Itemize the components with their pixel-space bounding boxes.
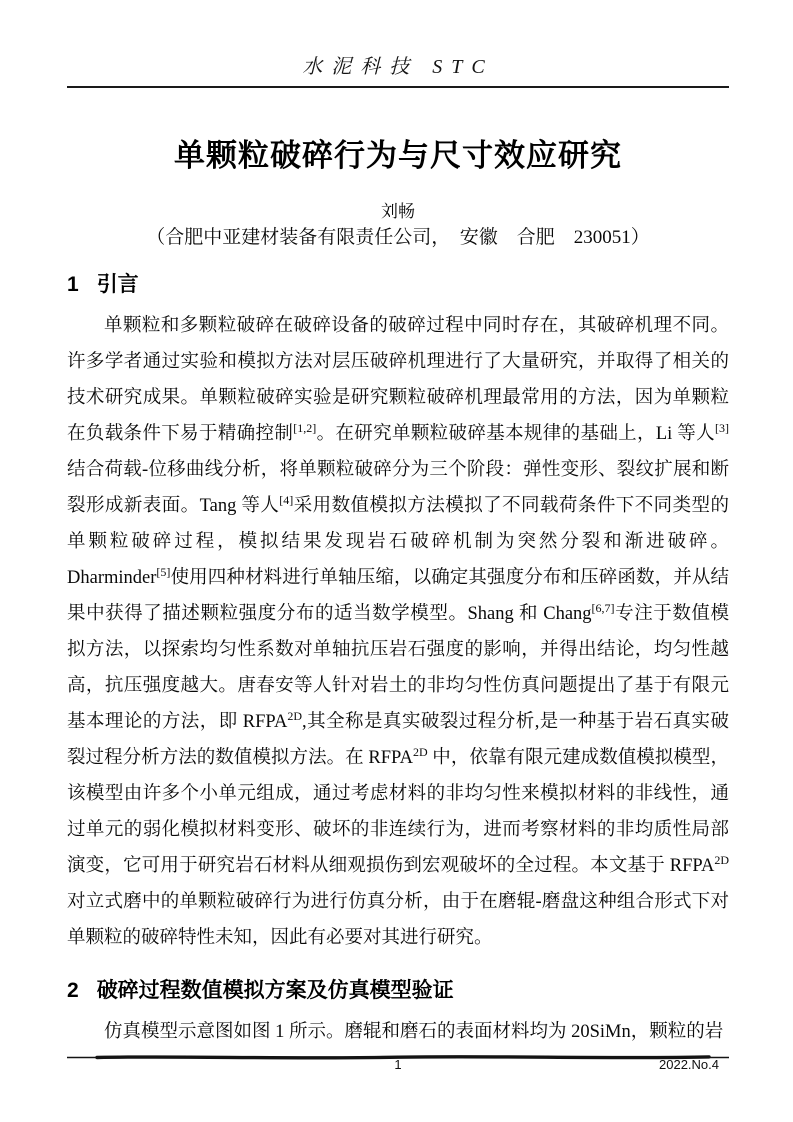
paragraph-text: 使用四种材料进行单轴压缩，以确定其强度分布和压碎函数，并从结果中获得了描述颗粒强度分布的适当数学模型。Shang 和 Chang [67,568,729,624]
citation-superscript: 2D [714,852,729,867]
section-title: 引言 [96,273,139,296]
citation-superscript: 2D [412,744,428,759]
footer-rule [67,1048,729,1056]
issue-label: 2022.No.4 [659,1057,719,1072]
affiliation: （合肥中亚建材装备有限责任公司， 安徽 合肥 230051） [146,227,650,248]
section-number: 1 [67,273,79,296]
section-heading [67,272,729,298]
header-rule [67,86,729,88]
section-title: 破碎过程数值模拟方案及仿真模型验证 [96,979,454,1002]
paragraph-text: 。在研究单颗粒破碎基本规律的基础上，Li 等人 [316,424,715,444]
paper-title: 单颗粒破碎行为与尺寸效应研究 [174,138,622,173]
paragraph-text: 采用数值模拟方法模拟了不同载荷条件下不同类型的单颗粒破碎过程，模拟结果发现岩石破碎机制为突然分裂和渐进破碎。Dharminder [67,496,729,588]
journal-header: 水泥科技 STC [302,56,494,78]
paragraph-text: 单颗粒和多颗粒破碎在破碎设备的破碎过程中同时存在，其破碎机理不同。许多学者通过实验和模拟方法对层压破碎机理进行了大量研究，并取得了相关的技术研究成果。单颗粒破碎实验是研究颗粒破碎机理最常用的方法，因为单颗粒在负载条件下易于精确控制 [67,316,729,444]
citation-superscript: [4] [279,492,294,507]
section-number: 2 [67,979,79,1002]
paragraph-text: ,其全称是真实破裂过程分析,是一种基于岩石真实破裂过程分析方法的数值模拟方法。在 RFPA [67,712,729,768]
paragraph-text: 中，依靠有限元建成数值模拟模型，该模型由许多个小单元组成，通过考虑材料的非均匀性来模拟材料的非线性，通过单元的弱化模拟材料变形、破坏的非连续行为，进而考察材料的非均质性局部演变，它可用于研究岩石材料从细观损伤到宏观破坏的全过程。本文基于 RFPA [67,748,729,876]
page-footer [67,1057,729,1075]
body-paragraph [67,308,729,956]
body-paragraph [67,1014,729,1050]
sections-container [67,272,729,1050]
citation-superscript: 2D [287,708,303,723]
paragraph-text: 结合荷载-位移曲线分析，将单颗粒破碎分为三个阶段：弹性变形、裂纹扩展和断裂形成新表面。Tang 等人 [67,460,729,516]
page-number: 1 [394,1057,402,1072]
citation-superscript: [6,7] [591,600,615,615]
citation-superscript: [3] [715,420,729,435]
paragraph-text: 专注于数值模拟方法，以探索均匀性系数对单轴抗压岩石强度的影响，并得出结论，均匀性越高，抗压强度越大。唐春安等人针对岩土的非均匀性仿真问题提出了基于有限元基本理论的方法，即 RFPA [67,604,729,732]
page-content [67,0,729,1050]
paragraph-text: 对立式磨中的单颗粒破碎行为进行仿真分析，由于在磨辊-磨盘这种组合形式下对单颗粒的破碎特性未知，因此有必要对其进行研究。 [67,892,729,948]
citation-superscript: [1,2] [293,420,317,435]
author-name: 刘畅 [381,202,415,221]
citation-superscript: [5] [156,564,171,579]
section-heading [67,978,729,1004]
paragraph-text: 仿真模型示意图如图 1 所示。磨辊和磨石的表面材料均为 20SiMn，颗粒的岩 [104,1022,724,1042]
